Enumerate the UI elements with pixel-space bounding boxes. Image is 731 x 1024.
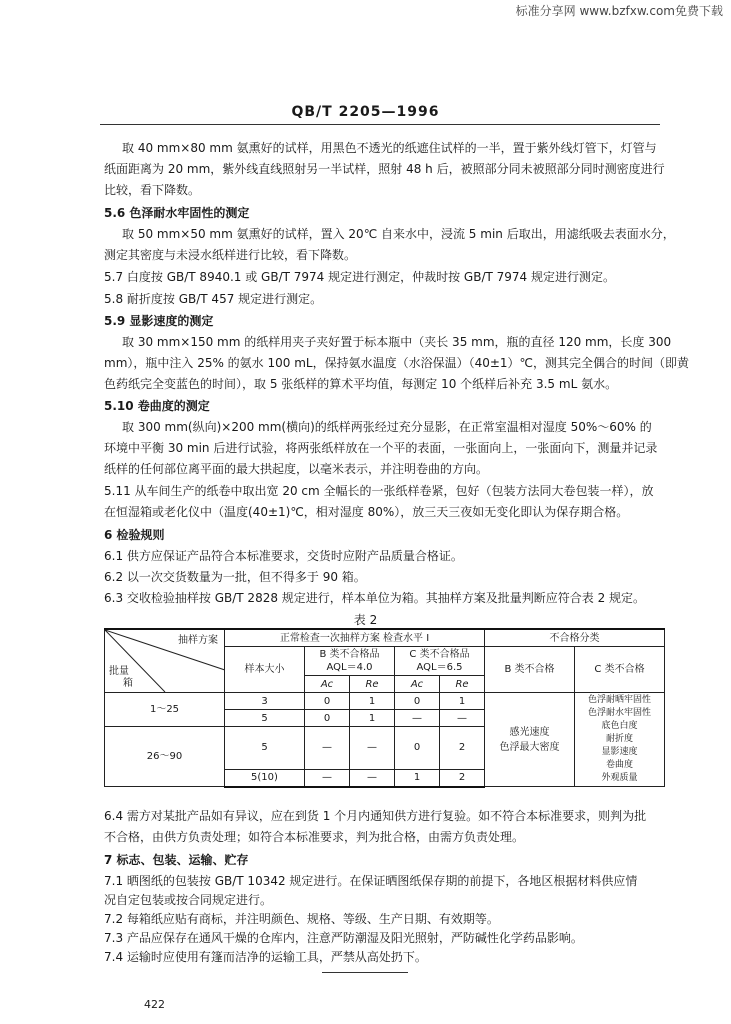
section-5-10-line: 纸样的任何部位离平面的最大拱起度，以毫米表示，并注明卷曲的方向。	[104, 462, 489, 476]
b-re-cell: —	[350, 727, 395, 770]
intro-line: 取 40 mm×80 mm 氨熏好的试样，用黑色不透光的纸遮住试样的一半，置于紫外线灯管下，灯管与	[122, 141, 657, 155]
intro-line: 比较，看下降数。	[104, 183, 201, 197]
section-5-9-title: 5.9 显影速度的测定	[104, 314, 214, 328]
batch-cell: 1～25	[105, 693, 225, 727]
c-ac-cell: —	[395, 710, 440, 727]
sample-size-cell: 3	[225, 693, 305, 710]
header-rule	[100, 124, 660, 125]
section-5-6-line: 取 50 mm×50 mm 氨熏好的试样，置入 20℃ 自来水中，浸流 5 min 后取出，用滤纸吸去表面水分，	[122, 227, 675, 241]
diag-unit-label: 箱	[123, 678, 133, 689]
section-5-6-line: 测定其密度与未浸水纸样进行比较，看下降数。	[104, 248, 357, 262]
c-defect-item: 色浮耐晒牢固性	[588, 695, 652, 705]
c-class-header	[395, 647, 485, 676]
section-6-2: 6.2 以一次交货数量为一批，但不得多于 90 箱。	[104, 570, 366, 584]
c-defect-header: C 类不合格	[575, 647, 665, 693]
defect-class-header: 不合格分类	[485, 629, 665, 647]
b-defect-item: 色浮最大密度	[499, 741, 560, 753]
b-re-cell: 1	[350, 710, 395, 727]
table-caption: 表 2	[353, 613, 378, 627]
b-defect-items	[485, 693, 575, 787]
standard-header: QB/T 2205—1996	[291, 104, 440, 120]
section-7-3: 7.3 产品应保存在通风干燥的仓库内，注意严防潮湿及阳光照射，严防碱性化学药品影响。	[104, 931, 583, 945]
section-5-11-line: 在恒湿箱或老化仪中（温度(40±1)℃，相对湿度 80%），放三天三夜如无变化即认为保存期合格。	[104, 505, 629, 519]
diag-bottom-label: 批量	[109, 666, 129, 677]
section-6-3: 6.3 交收检验抽样按 GB/T 2828 规定进行，样本单位为箱。其抽样方案及批量判断应符合表 2 规定。	[104, 591, 646, 605]
b-re-cell: —	[350, 769, 395, 787]
b-ac-header: Ac	[305, 676, 350, 693]
c-re-cell: 1	[440, 693, 485, 710]
b-defect-header: B 类不合格	[485, 647, 575, 693]
c-re-cell: 2	[440, 769, 485, 787]
page-number: 422	[144, 998, 165, 1011]
section-5-10-line: 取 300 mm(纵向)×200 mm(横向)的纸样两张经过充分显影，在正常室温相对湿度 50%～60% 的	[122, 420, 652, 434]
section-5-8: 5.8 耐折度按 GB/T 457 规定进行测定。	[104, 292, 323, 306]
c-re-header: Re	[440, 676, 485, 693]
section-7-title: 7 标志、包装、运输、贮存	[104, 853, 249, 867]
c-defect-item: 色浮耐水牢固性	[588, 708, 652, 718]
c-defect-item: 外观质量	[601, 773, 638, 783]
section-7-1-line: 7.1 晒图纸的包装按 GB/T 10342 规定进行。在保证晒图纸保存期的前提下，各地区根据材料供应情	[104, 874, 638, 888]
section-6-4-line: 不合格，由供方负责处理；如符合本标准要求，判为批合格，由需方负责处理。	[104, 830, 525, 844]
sample-size-cell: 5(10)	[225, 769, 305, 787]
section-5-7: 5.7 白度按 GB/T 8940.1 或 GB/T 7974 规定进行测定，仲裁时按 GB/T 7974 规定进行测定。	[104, 270, 616, 284]
b-defect-item: 感光速度	[509, 726, 550, 738]
section-6-title: 6 检验规则	[104, 528, 165, 542]
diag-top-label: 抽样方案	[178, 635, 218, 646]
c-class-label: C 类不合格品	[409, 649, 470, 660]
b-class-label: B 类不合格品	[319, 649, 380, 660]
section-7-4: 7.4 运输时应使用有篷而洁净的运输工具，严禁从高处扔下。	[104, 950, 427, 964]
b-ac-cell: —	[305, 727, 350, 770]
section-5-10-title: 5.10 卷曲度的测定	[104, 399, 210, 413]
table-row	[105, 693, 665, 710]
section-5-11-line: 5.11 从车间生产的纸卷中取出宽 20 cm 全幅长的一张纸样卷紧，包好（包装方法同大卷包装一样），放	[104, 484, 654, 498]
c-defect-item: 显影速度	[601, 747, 638, 757]
plan-header: 正常检查一次抽样方案 检查水平 Ⅰ	[225, 629, 485, 647]
section-6-4-line: 6.4 需方对某批产品如有异议，应在到货 1 个月内通知供方进行复验。如不符合本标准要求，则判为批	[104, 809, 647, 823]
c-re-cell: —	[440, 710, 485, 727]
section-5-9-line: 色药纸完全变蓝色的时间），取 5 张纸样的算术平均值，每测定 10 个纸样后补充 3.5 mL 氨水。	[104, 377, 618, 391]
c-ac-header: Ac	[395, 676, 440, 693]
c-defect-item: 底色白度	[601, 721, 638, 731]
section-7-2: 7.2 每箱纸应贴有商标，并注明颜色、规格、等级、生产日期、有效期等。	[104, 912, 499, 926]
c-defect-item: 耐折度	[606, 734, 634, 744]
section-5-9-line: mm），瓶中注入 25% 的氨水 100 mL，保持氨水温度（水浴保温）（40±1）℃，测其完全偶合的时间（即黄	[104, 356, 690, 370]
section-5-10-line: 环境中平衡 30 min 后进行试验，将两张纸样放在一个平的表面，一张面向上，一张面向下，测量并记录	[104, 441, 658, 455]
b-re-header: Re	[350, 676, 395, 693]
sample-size-cell: 5	[225, 710, 305, 727]
c-ac-cell: 0	[395, 693, 440, 710]
intro-line: 纸面距离为 20 mm，紫外线直线照射另一半试样，照射 48 h 后，被照部分同未被照部分同时测密度进行	[104, 162, 665, 176]
b-ac-cell: 0	[305, 693, 350, 710]
b-aql-label: AQL＝4.0	[326, 662, 373, 673]
c-defect-items	[575, 693, 665, 787]
c-re-cell: 2	[440, 727, 485, 770]
section-6-1: 6.1 供方应保证产品符合本标准要求，交货时应附产品质量合格证。	[104, 549, 463, 563]
b-re-cell: 1	[350, 693, 395, 710]
b-ac-cell: 0	[305, 710, 350, 727]
c-ac-cell: 1	[395, 769, 440, 787]
sample-size-cell: 5	[225, 727, 305, 770]
b-ac-cell: —	[305, 769, 350, 787]
section-7-1-line: 况自定包装或按合同规定进行。	[104, 893, 273, 907]
section-5-6-title: 5.6 色泽耐水牢固性的测定	[104, 206, 250, 220]
sample-size-header: 样本大小	[225, 647, 305, 693]
c-defect-item: 卷曲度	[606, 760, 634, 770]
table-diagonal-header	[105, 629, 225, 693]
b-class-header	[305, 647, 395, 676]
batch-cell: 26～90	[105, 727, 225, 787]
sampling-table	[104, 628, 665, 788]
c-aql-label: AQL＝6.5	[416, 662, 463, 673]
section-5-9-line: 取 30 mm×150 mm 的纸样用夹子夹好置于标本瓶中（夹长 35 mm，瓶的直径 120 mm，长度 300	[122, 335, 672, 349]
end-rule	[322, 972, 408, 973]
c-ac-cell: 0	[395, 727, 440, 770]
watermark-text: 标准分享网 www.bzfxw.com免费下载	[515, 4, 723, 18]
